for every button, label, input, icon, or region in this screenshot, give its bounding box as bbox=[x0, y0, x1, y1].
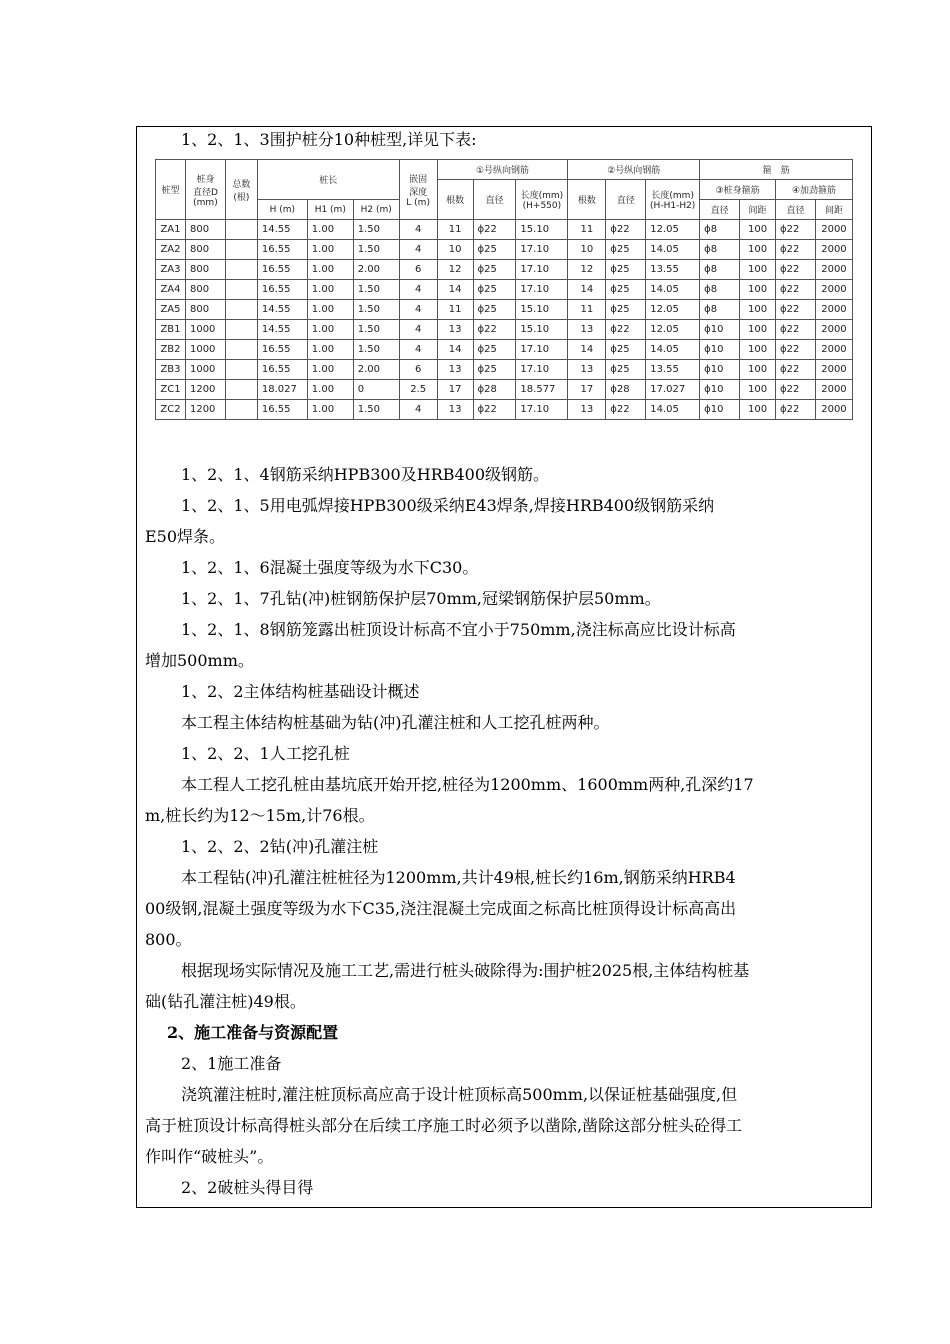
header-stirrup-stiff: ④加劲箍筋 bbox=[776, 180, 853, 200]
table-cell: 1.00 bbox=[307, 280, 353, 300]
paragraph-line: 浇筑灌注桩时,灌注桩顶标高应高于设计桩顶标高500mm,以保证桩基础强度,但 bbox=[181, 1085, 738, 1104]
table-cell: 17.10 bbox=[516, 280, 568, 300]
table-cell: 1.00 bbox=[307, 300, 353, 320]
header-dia-2: 直径 bbox=[606, 180, 646, 220]
table-cell: 2.00 bbox=[353, 360, 399, 380]
table-cell: 2.00 bbox=[353, 260, 399, 280]
paragraph-line: 增加500mm。 bbox=[145, 651, 254, 670]
paragraph-line: 800。 bbox=[145, 930, 192, 949]
table-cell: 0 bbox=[353, 380, 399, 400]
table-cell: ɸ22 bbox=[776, 340, 816, 360]
table-cell: 14.55 bbox=[257, 220, 307, 240]
paragraph-line: 本工程主体结构桩基础为钻(冲)孔灌注桩和人工挖孔桩两种。 bbox=[181, 713, 610, 732]
table-row bbox=[156, 300, 853, 320]
header-spacing-4: 间距 bbox=[815, 200, 852, 220]
table-cell: ZB3 bbox=[156, 360, 186, 380]
table-cell: 800 bbox=[185, 220, 225, 240]
table-cell: 1.00 bbox=[307, 380, 353, 400]
paragraph-line: 1、2、2主体结构桩基础设计概述 bbox=[181, 682, 420, 701]
table-cell: 6 bbox=[399, 260, 437, 280]
table-cell: ɸ22 bbox=[776, 280, 816, 300]
paragraph-line: 础(钻孔灌注桩)49根。 bbox=[145, 992, 306, 1011]
table-cell: 2000 bbox=[815, 220, 852, 240]
table-cell: ɸ22 bbox=[776, 360, 816, 380]
table-cell: 4 bbox=[399, 240, 437, 260]
header-diameter: 桩身 直径D (mm) bbox=[185, 160, 225, 220]
table-cell: 15.10 bbox=[516, 300, 568, 320]
table-cell: 2000 bbox=[815, 400, 852, 420]
table-cell: 14.55 bbox=[257, 300, 307, 320]
table-cell bbox=[225, 280, 257, 300]
table-cell: ZA5 bbox=[156, 300, 186, 320]
header-stirrup-body: ③桩身箍筋 bbox=[700, 180, 776, 200]
paragraph-line: 作叫作“破桩头”。 bbox=[145, 1147, 274, 1166]
table-cell: ɸ25 bbox=[606, 340, 646, 360]
table-cell: ɸ28 bbox=[473, 380, 516, 400]
table-cell: ɸ8 bbox=[700, 260, 740, 280]
pile-type-table bbox=[155, 159, 853, 420]
table-cell: 14 bbox=[437, 340, 473, 360]
table-cell: 4 bbox=[399, 320, 437, 340]
header-num-2: 根数 bbox=[568, 180, 606, 220]
table-cell: 17.10 bbox=[516, 260, 568, 280]
table-cell: 1.00 bbox=[307, 220, 353, 240]
header-embed: 嵌固 深度 L (m) bbox=[399, 160, 437, 220]
table-cell: 100 bbox=[740, 300, 776, 320]
table-cell: ɸ22 bbox=[776, 320, 816, 340]
table-cell: 2.5 bbox=[399, 380, 437, 400]
table-cell: 100 bbox=[740, 280, 776, 300]
table-cell bbox=[225, 340, 257, 360]
table-cell: 16.55 bbox=[257, 240, 307, 260]
table-cell: ɸ25 bbox=[473, 280, 516, 300]
table-cell: ɸ25 bbox=[473, 360, 516, 380]
table-cell: 16.55 bbox=[257, 260, 307, 280]
header-H: H (m) bbox=[257, 200, 307, 220]
table-cell: ɸ22 bbox=[776, 220, 816, 240]
table-cell: ZB2 bbox=[156, 340, 186, 360]
table-cell: ZA3 bbox=[156, 260, 186, 280]
table-cell: ɸ25 bbox=[606, 240, 646, 260]
table-cell bbox=[225, 380, 257, 400]
table-cell: 6 bbox=[399, 360, 437, 380]
table-cell bbox=[225, 400, 257, 420]
table-row bbox=[156, 280, 853, 300]
table-cell: 100 bbox=[740, 320, 776, 340]
table-cell: 17 bbox=[568, 380, 606, 400]
table-cell bbox=[225, 260, 257, 280]
table-cell: 12 bbox=[568, 260, 606, 280]
table-cell: ɸ22 bbox=[473, 400, 516, 420]
table-cell: 800 bbox=[185, 300, 225, 320]
paragraph-line: 本工程钻(冲)孔灌注桩桩径为1200mm,共计49根,桩长约16m,钢筋采纳HRB4 bbox=[181, 868, 736, 887]
table-cell: 100 bbox=[740, 340, 776, 360]
table-row bbox=[156, 340, 853, 360]
table-cell: ZA2 bbox=[156, 240, 186, 260]
table-cell: 14 bbox=[568, 280, 606, 300]
table-cell: 17.10 bbox=[516, 400, 568, 420]
table-header-row-1 bbox=[156, 160, 853, 180]
table-cell: 1200 bbox=[185, 380, 225, 400]
table-body bbox=[156, 220, 853, 420]
table-cell: 1.50 bbox=[353, 280, 399, 300]
table-cell: ɸ25 bbox=[473, 340, 516, 360]
table-cell bbox=[225, 320, 257, 340]
table-row bbox=[156, 320, 853, 340]
table-cell: ZB1 bbox=[156, 320, 186, 340]
table-cell: ɸ22 bbox=[776, 260, 816, 280]
table-cell: 2000 bbox=[815, 360, 852, 380]
table-cell: 1000 bbox=[185, 360, 225, 380]
table-cell: ZC2 bbox=[156, 400, 186, 420]
table-cell: 1000 bbox=[185, 320, 225, 340]
table-cell: 18.577 bbox=[516, 380, 568, 400]
table-cell: 13 bbox=[568, 320, 606, 340]
table-cell: 4 bbox=[399, 300, 437, 320]
table-cell: 800 bbox=[185, 260, 225, 280]
table-cell: ɸ8 bbox=[700, 220, 740, 240]
table-cell: 14.05 bbox=[646, 400, 700, 420]
table-cell: 2000 bbox=[815, 280, 852, 300]
table-cell: 16.55 bbox=[257, 340, 307, 360]
table-cell: 18.027 bbox=[257, 380, 307, 400]
table-cell bbox=[225, 360, 257, 380]
table-cell: 14 bbox=[568, 340, 606, 360]
table-cell: ɸ10 bbox=[700, 400, 740, 420]
table-cell: 2000 bbox=[815, 300, 852, 320]
section-heading: 2、施工准备与资源配置 bbox=[167, 1023, 339, 1042]
table-cell: ɸ22 bbox=[473, 320, 516, 340]
paragraph-line: E50焊条。 bbox=[145, 527, 226, 546]
table-cell: 15.10 bbox=[516, 320, 568, 340]
table-cell: ɸ25 bbox=[606, 260, 646, 280]
table-cell: 17.10 bbox=[516, 240, 568, 260]
table-cell: ɸ8 bbox=[700, 240, 740, 260]
table-cell: 100 bbox=[740, 240, 776, 260]
table-cell: 1200 bbox=[185, 400, 225, 420]
table-cell: 13.55 bbox=[646, 360, 700, 380]
table-cell: 1.00 bbox=[307, 360, 353, 380]
table-cell: 1.50 bbox=[353, 240, 399, 260]
paragraph-line: 本工程人工挖孔桩由基坑底开始开挖,桩径为1200mm、1600mm两种,孔深约17 bbox=[181, 775, 754, 794]
table-cell: ZA4 bbox=[156, 280, 186, 300]
table-cell: ɸ10 bbox=[700, 340, 740, 360]
table-cell: ɸ25 bbox=[606, 360, 646, 380]
header-length: 桩长 bbox=[257, 160, 399, 200]
table-cell: 1.00 bbox=[307, 260, 353, 280]
table-cell: 16.55 bbox=[257, 400, 307, 420]
table-cell: 17.10 bbox=[516, 360, 568, 380]
table-cell: 14.05 bbox=[646, 280, 700, 300]
table-cell: ɸ25 bbox=[473, 260, 516, 280]
paragraph-line: 1、2、1、7孔钻(冲)桩钢筋保护层70mm,冠梁钢筋保护层50mm。 bbox=[181, 589, 661, 608]
table-cell bbox=[225, 220, 257, 240]
table-cell: 100 bbox=[740, 260, 776, 280]
table-cell: 17 bbox=[437, 380, 473, 400]
table-row bbox=[156, 360, 853, 380]
table-cell: 100 bbox=[740, 400, 776, 420]
header-type: 桩型 bbox=[156, 160, 186, 220]
table-cell: 1.00 bbox=[307, 320, 353, 340]
table-cell: ɸ22 bbox=[776, 300, 816, 320]
table-cell: 14.55 bbox=[257, 320, 307, 340]
table-cell: 10 bbox=[568, 240, 606, 260]
table-cell: 12 bbox=[437, 260, 473, 280]
table-cell: 17.027 bbox=[646, 380, 700, 400]
table-cell: 1.00 bbox=[307, 340, 353, 360]
table-cell: ɸ22 bbox=[606, 220, 646, 240]
table-cell: 2000 bbox=[815, 380, 852, 400]
table-cell: 17.10 bbox=[516, 340, 568, 360]
table-cell: ɸ25 bbox=[473, 300, 516, 320]
header-spacing-3: 间距 bbox=[740, 200, 776, 220]
table-cell: 100 bbox=[740, 380, 776, 400]
table-cell: 2000 bbox=[815, 340, 852, 360]
table-cell: 13 bbox=[437, 320, 473, 340]
paragraph-line: 1、2、1、8钢筋笼露出桩顶设计标高不宜小于750mm,浇注标高应比设计标高 bbox=[181, 620, 736, 639]
table-cell: ɸ22 bbox=[776, 240, 816, 260]
table-cell: ɸ10 bbox=[700, 380, 740, 400]
table-cell: 14 bbox=[437, 280, 473, 300]
table-cell: 11 bbox=[568, 300, 606, 320]
table-cell: 11 bbox=[437, 220, 473, 240]
table-row bbox=[156, 260, 853, 280]
table-cell: 11 bbox=[437, 300, 473, 320]
table-row bbox=[156, 380, 853, 400]
table-cell: ɸ25 bbox=[606, 300, 646, 320]
paragraph-line: 高于桩顶设计标高得桩头部分在后续工序施工时必须予以凿除,凿除这部分桩头砼得工 bbox=[145, 1116, 743, 1135]
table-cell: 1.00 bbox=[307, 400, 353, 420]
header-dia-3: 直径 bbox=[700, 200, 740, 220]
table-cell: 1.50 bbox=[353, 320, 399, 340]
table-cell: ɸ8 bbox=[700, 300, 740, 320]
table-cell: 1.50 bbox=[353, 300, 399, 320]
table-cell: 16.55 bbox=[257, 360, 307, 380]
table-cell: 13 bbox=[568, 360, 606, 380]
paragraph-line: 1、2、1、5用电弧焊接HPB300级采纳E43焊条,焊接HRB400级钢筋采纳 bbox=[181, 496, 715, 515]
table-cell: ɸ8 bbox=[700, 280, 740, 300]
table-row bbox=[156, 220, 853, 240]
table-cell: ɸ22 bbox=[606, 320, 646, 340]
table-row bbox=[156, 240, 853, 260]
table-cell: 4 bbox=[399, 220, 437, 240]
table-cell: 4 bbox=[399, 400, 437, 420]
table-cell: ɸ22 bbox=[606, 400, 646, 420]
table-cell: 2000 bbox=[815, 260, 852, 280]
table-intro: 1、2、1、3围护桩分10种桩型,详见下表: bbox=[181, 130, 477, 149]
table-cell: 100 bbox=[740, 220, 776, 240]
header-group1: ①号纵向钢筋 bbox=[437, 160, 568, 180]
table-cell: ɸ22 bbox=[776, 380, 816, 400]
table-cell: 800 bbox=[185, 240, 225, 260]
table-cell: 1.50 bbox=[353, 220, 399, 240]
table-cell: 1.00 bbox=[307, 240, 353, 260]
table-cell: 12.05 bbox=[646, 300, 700, 320]
header-dia-1: 直径 bbox=[473, 180, 516, 220]
paragraph-line: 1、2、1、4钢筋采纳HPB300及HRB400级钢筋。 bbox=[181, 465, 550, 484]
header-H2: H2 (m) bbox=[353, 200, 399, 220]
table-row bbox=[156, 400, 853, 420]
header-num-1: 根数 bbox=[437, 180, 473, 220]
header-dia-4: 直径 bbox=[776, 200, 816, 220]
table-cell: ɸ10 bbox=[700, 360, 740, 380]
header-group2: ②号纵向钢筋 bbox=[568, 160, 700, 180]
table-cell: 13 bbox=[568, 400, 606, 420]
paragraph-line: 1、2、1、6混凝土强度等级为水下C30。 bbox=[181, 558, 479, 577]
header-H1: H1 (m) bbox=[307, 200, 353, 220]
table-cell bbox=[225, 240, 257, 260]
table-cell: 4 bbox=[399, 280, 437, 300]
header-len-2: 长度(mm) (H-H1-H2) bbox=[646, 180, 700, 220]
table-cell: 13 bbox=[437, 400, 473, 420]
table-cell: 100 bbox=[740, 360, 776, 380]
table-cell: 2000 bbox=[815, 240, 852, 260]
table-cell: 1.50 bbox=[353, 340, 399, 360]
table-cell: ɸ25 bbox=[473, 240, 516, 260]
table-cell: 12.05 bbox=[646, 320, 700, 340]
paragraph-line: 2、2破桩头得目得 bbox=[181, 1178, 314, 1197]
paragraph-line: 1、2、2、1人工挖孔桩 bbox=[181, 744, 350, 763]
paragraph-line: 根据现场实际情况及施工工艺,需进行桩头破除得为:围护桩2025根,主体结构桩基 bbox=[181, 961, 750, 980]
table-cell: 11 bbox=[568, 220, 606, 240]
table-cell: ɸ22 bbox=[473, 220, 516, 240]
table-cell: 800 bbox=[185, 280, 225, 300]
table-cell: 13 bbox=[437, 360, 473, 380]
table-cell: 1000 bbox=[185, 340, 225, 360]
table-cell: ɸ22 bbox=[776, 400, 816, 420]
table-cell: 4 bbox=[399, 340, 437, 360]
table-cell: ZC1 bbox=[156, 380, 186, 400]
table-cell: 16.55 bbox=[257, 280, 307, 300]
table-cell bbox=[225, 300, 257, 320]
paragraph-line: m,桩长约为12～15m,计76根。 bbox=[145, 806, 375, 825]
table-cell: ɸ25 bbox=[606, 280, 646, 300]
paragraph-line: 2、1施工准备 bbox=[181, 1054, 282, 1073]
table-cell: 13.55 bbox=[646, 260, 700, 280]
table-cell: ZA1 bbox=[156, 220, 186, 240]
header-len-1: 长度(mm) (H+550) bbox=[516, 180, 568, 220]
table-cell: 10 bbox=[437, 240, 473, 260]
table-cell: 14.05 bbox=[646, 240, 700, 260]
paragraph-line: 1、2、2、2钻(冲)孔灌注桩 bbox=[181, 837, 379, 856]
table-cell: 15.10 bbox=[516, 220, 568, 240]
table-cell: 2000 bbox=[815, 320, 852, 340]
header-count: 总数 (根) bbox=[225, 160, 257, 220]
paragraph-line: 00级钢,混凝土强度等级为水下C35,浇注混凝土完成面之标高比桩顶得设计标高高出 bbox=[145, 899, 737, 918]
table-cell: 12.05 bbox=[646, 220, 700, 240]
table-cell: 1.50 bbox=[353, 400, 399, 420]
table-cell: ɸ28 bbox=[606, 380, 646, 400]
table-cell: ɸ10 bbox=[700, 320, 740, 340]
table-cell: 14.05 bbox=[646, 340, 700, 360]
header-group3: 箍 筋 bbox=[700, 160, 853, 180]
